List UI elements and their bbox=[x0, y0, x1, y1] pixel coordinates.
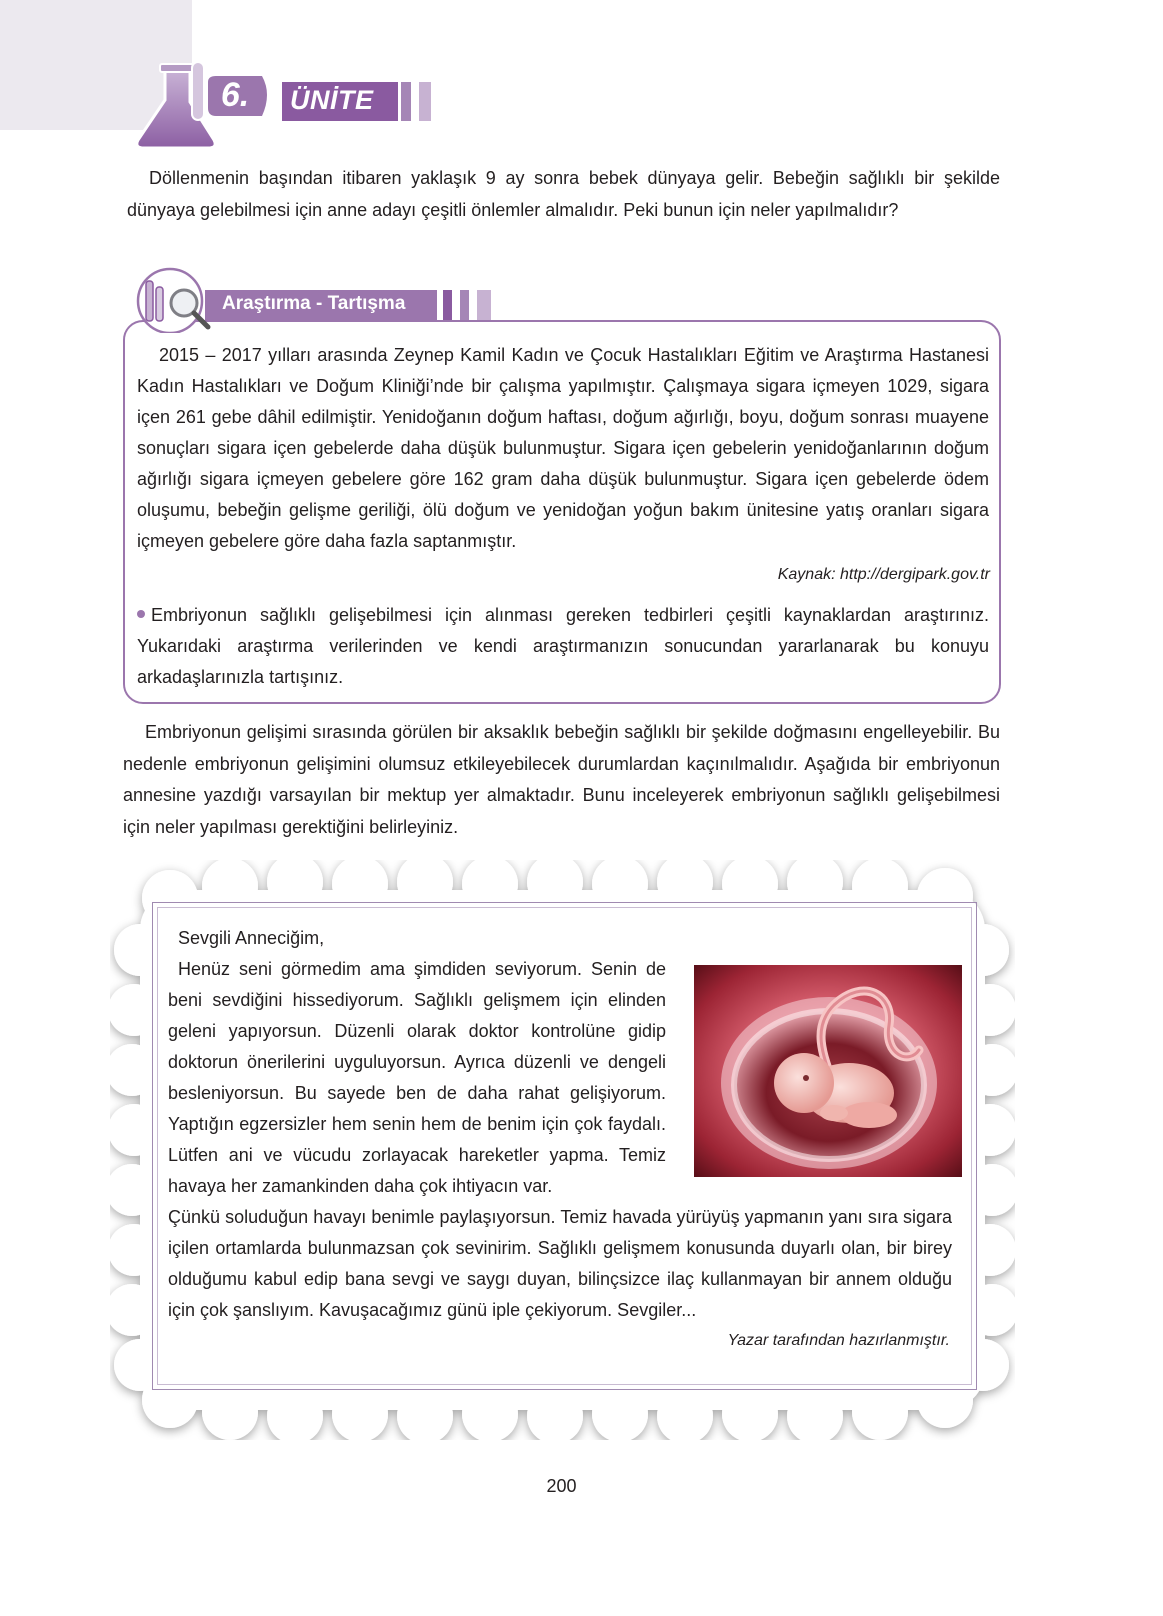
letter-part1-block bbox=[168, 954, 666, 1202]
embryo-photo bbox=[694, 965, 962, 1177]
body-paragraph bbox=[123, 717, 1000, 843]
intro-paragraph bbox=[127, 163, 1000, 226]
unit-title: ÜNİTE bbox=[290, 85, 374, 115]
research-bar bbox=[477, 290, 491, 320]
unit-bar bbox=[401, 82, 411, 121]
unit-number: 6. bbox=[220, 76, 250, 114]
page-number: 200 bbox=[546, 1476, 577, 1496]
letter-part2: Çünkü soluduğun havayı benimle paylaşıyorsun. Temiz havada yürüyüş yapmanın yanı sıra sigara içilen ortamlarda bulunmazsan çok sevinirim. Sağlıklı gelişmem konusunda duyarlı olan, bir birey olduğumu kabul edip bana sevgi ve saygı duyan, bilinçsizce ilaç kullanmayan bir annem olduğu için çok şanslıyım. Kavuşacağımız günü iple çekiyorum. Sevgiler... bbox=[168, 1207, 952, 1320]
research-text: 2015 – 2017 yılları arasında Zeynep Kamil Kadın ve Çocuk Hastalıkları Eğitim ve Araştırma Hastanesi Kadın Hastalıkları ve Doğum Kliniği’nde bir çalışma yapılmıştır. Çalışmaya sigara içmeyen 1029, sigara içen 261 gebe dâhil edilmiştir. Yenidoğanın doğum haftası, doğum ağırlığı, boyu, doğum sonrası muayene sonuçları sigara içen gebelerde daha düşük bulunmuştur. Sigara içen gebelerin yenidoğanlarının doğum ağırlığı sigara içmeyen gebelere göre 162 gram daha düşük bulunmuştur. Sigara içen gebelerde ödem oluşumu, bebeğin gelişme geriliği, ölü doğum ve yenidoğan yoğun bakım ünitesine yatış oranları sigara içmeyen gebelere göre daha fazla saptanmıştır. bbox=[137, 345, 989, 551]
letter-part2-block bbox=[168, 1202, 952, 1326]
research-bar bbox=[443, 290, 452, 320]
unit-header bbox=[130, 58, 460, 158]
bullet-icon bbox=[137, 610, 145, 618]
letter-source: Yazar tarafından hazırlanmıştır. bbox=[727, 1332, 950, 1349]
research-task-block bbox=[137, 600, 989, 693]
research-text-block bbox=[137, 340, 989, 557]
research-title: Araştırma - Tartışma bbox=[222, 293, 406, 314]
magnifier-icon bbox=[128, 265, 214, 333]
unit-bar bbox=[383, 82, 393, 121]
letter-part1: Henüz seni görmedim ama şimdiden seviyorum. Senin de beni sevdiğini hissediyorum. Sağlıklı gelişmem için elinden geleni yapıyorsun. Düzenli olarak doktor kontrolüne gidip doktorun önerilerini uyguluyorsun. Ayrıca düzenli ve dengeli besleniyorsun. Bu sayede ben de daha rahat gelişiyorum. Yaptığın egzersizler hem senin hem de benim için çok faydalı. Lütfen ani ve vücudu zorlayacak hareketler yapma. Temiz havaya her zamankinden daha çok ihtiyacın var. bbox=[168, 959, 666, 1196]
intro-text: Döllenmenin başından itibaren yaklaşık 9 ay sonra bebek dünyaya gelir. Bebeğin sağlıklı bir şekilde dünyaya gelebilmesi için anne adayı çeşitli önlemler almalıdır. Peki bunun için neler yapılmalıdır? bbox=[127, 168, 1000, 220]
research-bar bbox=[460, 290, 469, 320]
research-task: Embriyonun sağlıklı gelişebilmesi için alınması gereken tedbirleri çeşitli kaynaklardan araştırınız. Yukarıdaki araştırma verilerinden ve kendi araştırmanızın sonucundan yararlanarak bu konuyu arkadaşlarınızla tartışınız. bbox=[137, 605, 989, 687]
research-source: Kaynak: http://dergipark.gov.tr bbox=[777, 566, 990, 583]
unit-bar bbox=[419, 82, 431, 121]
letter-greeting: Sevgili Anneciğim, bbox=[178, 928, 325, 948]
body-text: Embriyonun gelişimi sırasında görülen bir aksaklık bebeğin sağlıklı bir şekilde doğmasını engelleyebilir. Bu nedenle embriyonun gelişimini olumsuz etkileyebilecek durumlardan kaçınılmalıdır. Aşağıda bir embriyonun annesine yazdığı varsayılan bir mektup yer almaktadır. Bunu inceleyerek embriyonun sağlıklı gelişebilmesi için neler yapılması gerektiğini belirleyiniz. bbox=[123, 722, 1000, 837]
